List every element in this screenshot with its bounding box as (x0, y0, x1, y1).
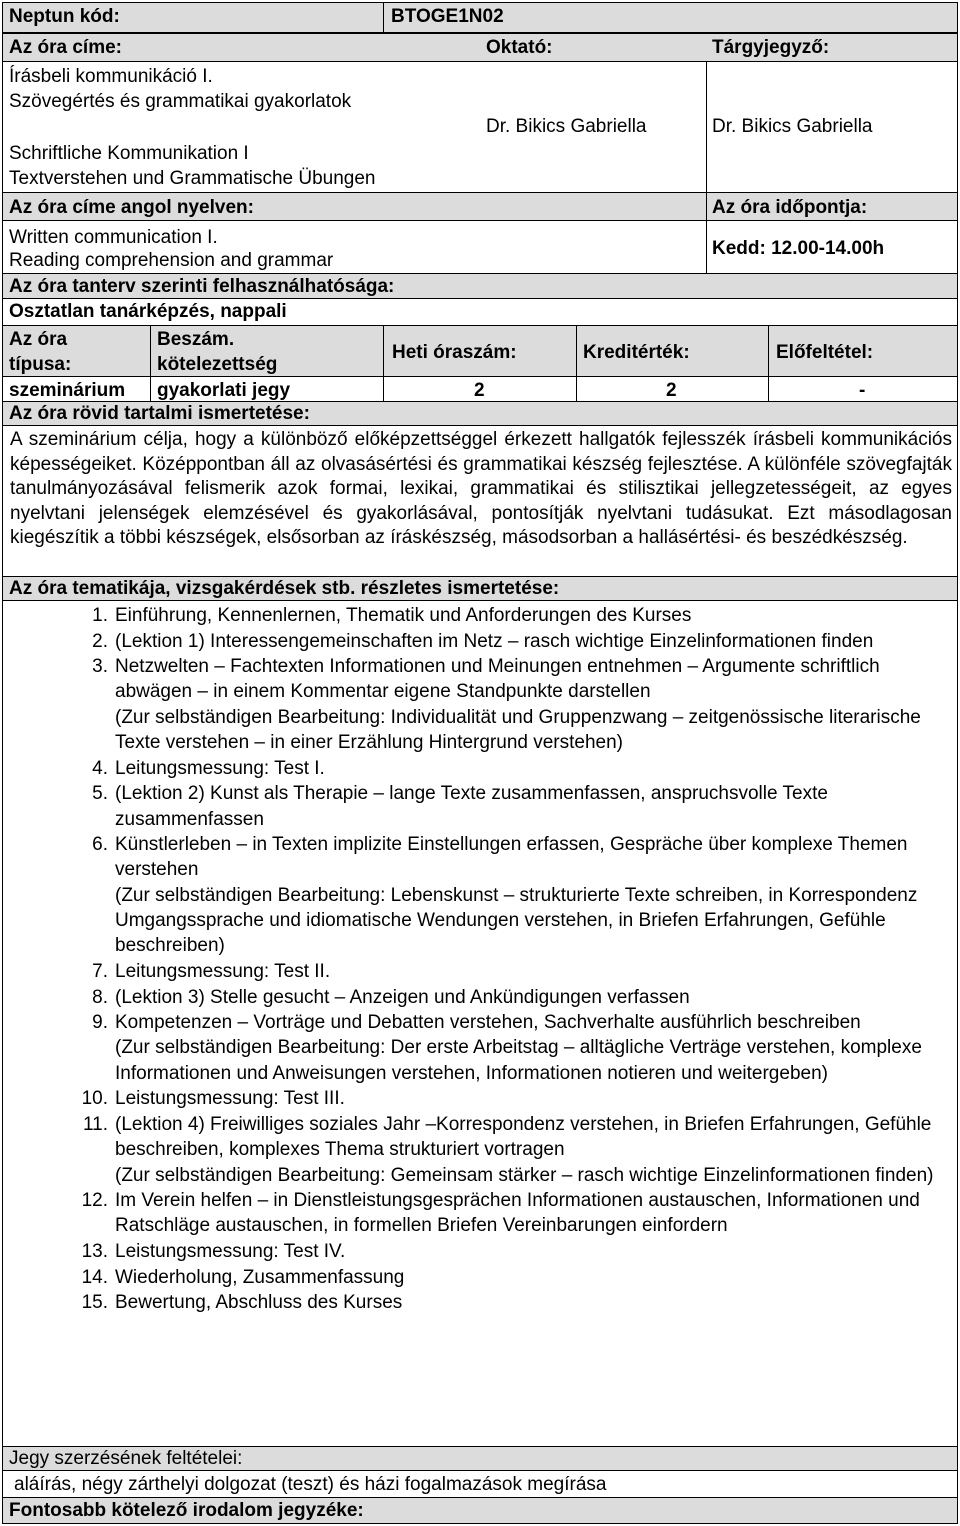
topic-number: 3. (92, 656, 108, 678)
topic-number: 9. (92, 1012, 108, 1034)
code-label: Neptun kód: (9, 6, 120, 27)
summary-label: Az óra rövid tartalmi ismertetése: (9, 403, 310, 424)
topic-number: 8. (92, 986, 108, 1008)
topic-text: Leistungsmessung: Test IV. (115, 1240, 346, 1262)
topic-text: Kompetenzen – Vorträge und Debatten verstehen, Sachverhalte ausführlich beschreiben (115, 1012, 861, 1034)
topic-text: Einführung, Kennenlernen, Thematik und Anforderungen des Kurses (115, 605, 692, 626)
credit-value: 2 (666, 380, 677, 401)
recorder-name: Dr. Bikics Gabriella (712, 116, 873, 137)
english-title-1: Written communication I. (9, 227, 218, 248)
topic-list (78, 603, 948, 1316)
topic-item (78, 1239, 948, 1264)
obligation-label-1: Beszám. (157, 329, 235, 350)
topic-text: (Lektion 3) Stelle gesucht – Anzeigen und Ankündigungen verfassen (115, 986, 690, 1008)
topic-text: (Lektion 4) Freiwilliges soziales Jahr –Korrespondenz verstehen, in Briefen Erfahrungen, Gefühle beschreiben, komplexes Thema strukturiert vortragen (115, 1113, 932, 1161)
course-title-de-2: Textverstehen und Grammatische Übungen (9, 168, 376, 189)
topic-item (78, 1086, 948, 1111)
recorder-label: Tárgyjegyző: (712, 37, 830, 58)
topic-number: 11. (82, 1113, 108, 1135)
topic-text: Netzwelten – Fachtexten Informationen und Meinungen entnehmen – Argumente schriftlich abwägen – in einem Kommentar eigene Standpunkte darstellen (115, 656, 880, 703)
topic-item (78, 985, 948, 1010)
topic-item (78, 1112, 948, 1188)
topic-number: 14. (81, 1266, 108, 1288)
type-label-2: típusa: (9, 354, 72, 375)
prereq-label: Előfeltétel: (776, 342, 874, 363)
summary-text: A szeminárium célja, hogy a különböző előképzettséggel érkezett hallgatók fejlesszék írásbeli kommunikációs képességeiket. Középpontban áll az olvasásértési és grammatikai készség fejlesztése. A különféle szövegfajták tanulmányozásával felismerik azok formai, lexikai, grammatikai és stilisztikai jellegzetességeit, az egyes nyelvtani jelenségek elemzésével és gyakorlásával, pontosítják nyelvtani tudásukat. Ezt másodlagosan kiegészítik a többi készségek, elsősorban az íráskészség, másodsorban a hallásértési- és beszédkészség. (10, 429, 952, 549)
topic-text: (Lektion 2) Kunst als Therapie – lange Texte zusammenfassen, anspruchsvolle Texte zusammenfassen (115, 783, 828, 830)
topic-item (78, 756, 948, 781)
topic-item (78, 629, 948, 654)
topic-text: Leistungsmessung: Test III. (115, 1088, 345, 1110)
instructor-name: Dr. Bikics Gabriella (486, 116, 647, 137)
topic-text: Künstlerleben – in Texten implizite Einstellungen erfassen, Gespräche über komplexe Themen verstehen (115, 834, 908, 881)
topic-number: 5. (92, 783, 108, 805)
time-value: Kedd: 12.00-14.00h (712, 238, 885, 259)
topic-text: Leitungsmessung: Test I. (115, 757, 325, 779)
english-title-2: Reading comprehension and grammar (9, 250, 334, 271)
topic-item (78, 832, 948, 958)
prereq-value: - (859, 380, 866, 401)
type-value: szeminárium (9, 380, 126, 401)
credit-label: Kreditérték: (583, 342, 690, 363)
topic-text: Leitungsmessung: Test II. (115, 960, 331, 982)
topic-number: 7. (92, 960, 108, 982)
course-title-de-1: Schriftliche Kommunikation I (9, 143, 249, 164)
course-title-hu-2: Szövegértés és grammatikai gyakorlatok (9, 91, 352, 112)
course-title-hu-1: Írásbeli kommunikáció I. (9, 66, 213, 87)
time-label: Az óra időpontja: (712, 197, 868, 218)
obligation-label-2: kötelezettség (157, 354, 278, 375)
usability-label: Az óra tanterv szerinti felhasználhatósága: (9, 276, 395, 297)
grading-label: Jegy szerzésének feltételei: (9, 1448, 243, 1469)
topic-text: Im Verein helfen – in Dienstleistungsgesprächen Informationen austauschen, Informationen und Ratschläge austauschen, in formellen Briefen Vereinbarungen einfordern (115, 1190, 920, 1237)
code-value: BTOGE1N02 (391, 6, 504, 27)
topic-number: 4. (92, 757, 108, 779)
usability-value: Osztatlan tanárképzés, nappali (9, 301, 287, 322)
grading-value: aláírás, négy zárthelyi dolgozat (teszt) és házi fogalmazások megírása (14, 1474, 607, 1495)
topic-item (78, 603, 948, 628)
literature-label: Fontosabb kötelező irodalom jegyzéke: (9, 1500, 364, 1521)
topic-text: (Zur selbständigen Bearbeitung: Der erste Arbeitstag – alltägliche Verträge verstehen, komplexe Informationen und Anweisungen verstehen, Informationen notieren und weitergeben) (115, 1037, 922, 1084)
topic-item (78, 959, 948, 984)
topic-number: 1. (92, 605, 108, 626)
topic-text: Bewertung, Abschluss des Kurses (115, 1292, 403, 1314)
topic-item (78, 1010, 948, 1086)
instructor-label: Oktató: (486, 37, 553, 58)
topic-item (78, 1265, 948, 1290)
topic-text: (Zur selbständigen Bearbeitung: Gemeinsam stärker – rasch wichtige Einzelinformationen finden) (115, 1164, 934, 1186)
topic-number: 2. (92, 630, 108, 652)
topic-number: 12. (81, 1190, 108, 1212)
topic-number: 13. (81, 1240, 108, 1262)
title-label: Az óra címe: (9, 37, 122, 58)
topic-text: (Zur selbständigen Bearbeitung: Lebenskunst – strukturierte Texte schreiben, in Korrespondenz Umgangssprache und idiomatische Wendungen verstehen, in Briefen Erfahrungen, Gefühle beschreiben) (115, 884, 918, 957)
topic-item (78, 654, 948, 755)
topic-item (78, 1188, 948, 1239)
topic-text: (Zur selbständigen Bearbeitung: Individualität und Gruppenzwang – zeitgenössische literarische Texte verstehen – in einer Erzählung Hintergrund verstehen) (115, 706, 921, 754)
topic-number: 10. (81, 1088, 108, 1110)
english-title-label: Az óra címe angol nyelven: (9, 197, 254, 218)
topic-text: Wiederholung, Zusammenfassung (115, 1266, 405, 1288)
topic-number: 6. (92, 834, 108, 856)
obligation-value: gyakorlati jegy (157, 380, 291, 401)
topics-label: Az óra tematikája, vizsgakérdések stb. részletes ismertetése: (9, 578, 560, 599)
topic-text: (Lektion 1) Interessengemeinschaften im Netz – rasch wichtige Einzelinformationen finden (115, 630, 874, 652)
type-label-1: Az óra (9, 329, 68, 350)
hours-value: 2 (474, 380, 485, 401)
topic-number: 15. (81, 1292, 108, 1314)
hours-label: Heti óraszám: (392, 342, 517, 363)
topic-item (78, 1290, 948, 1315)
topic-item (78, 781, 948, 832)
